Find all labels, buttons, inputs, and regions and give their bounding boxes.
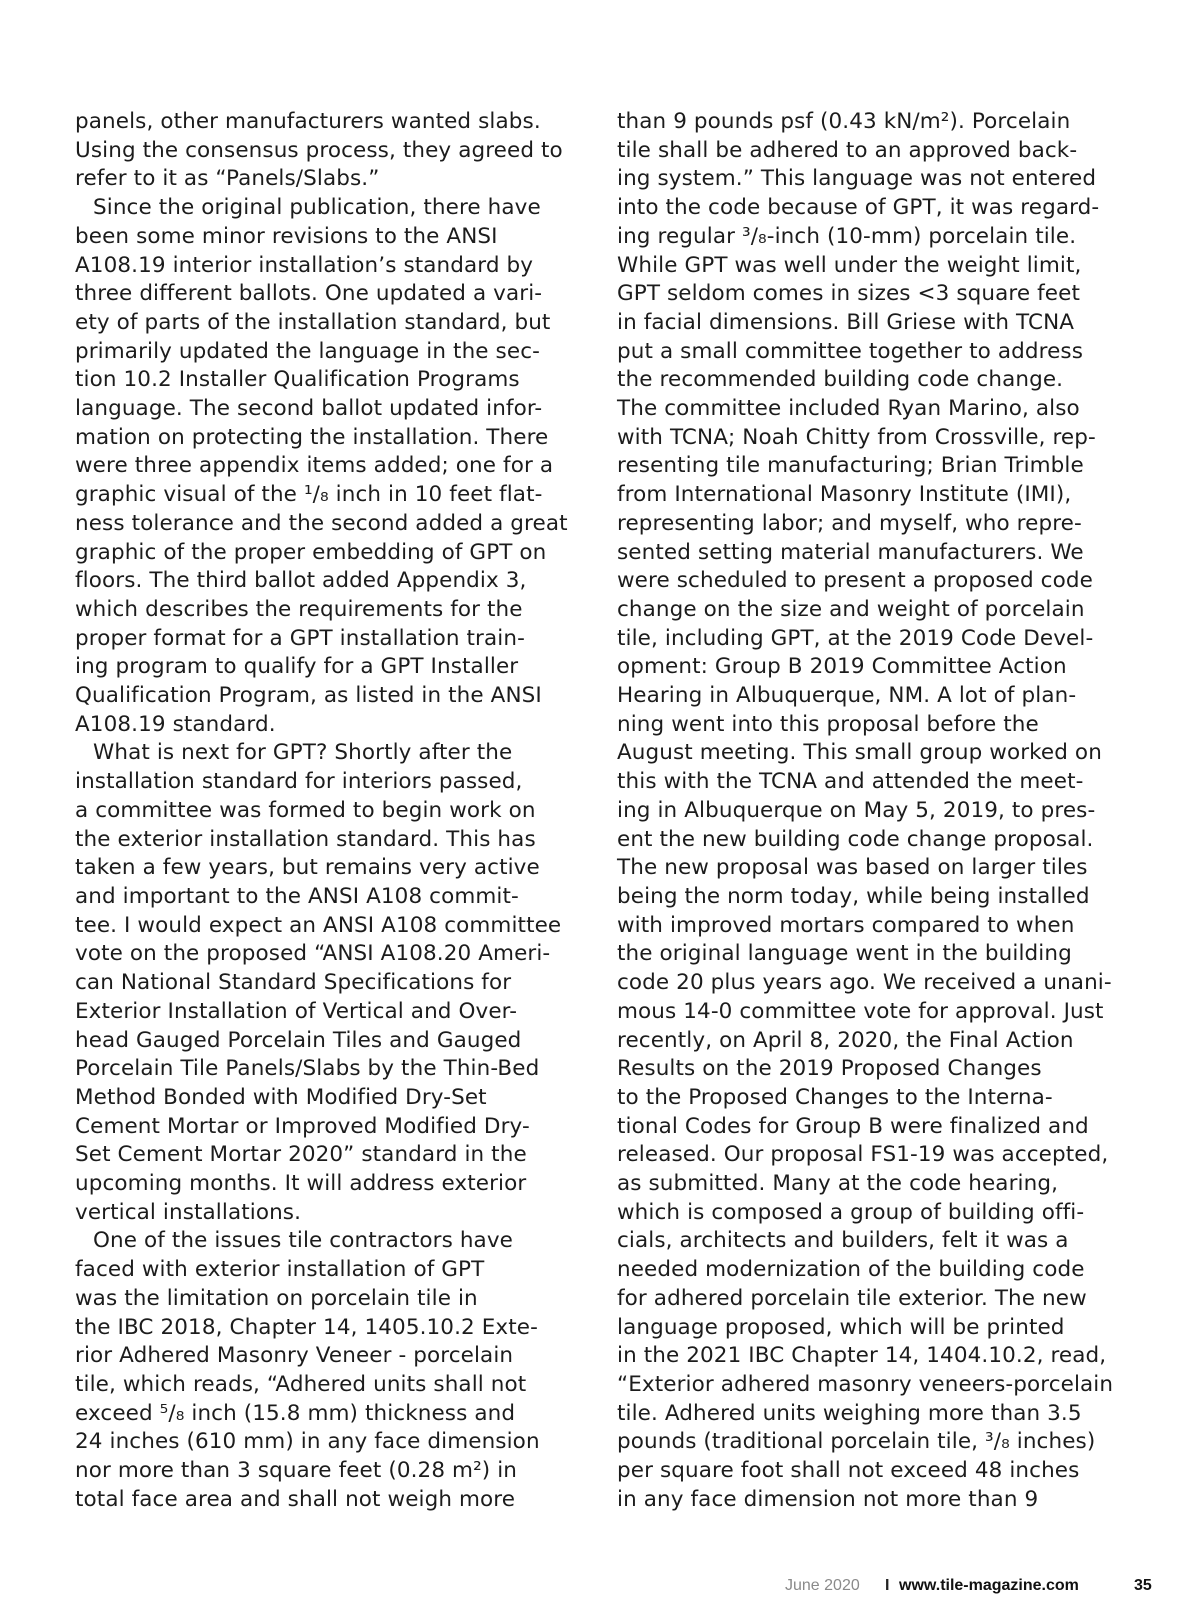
text-line: pounds (traditional porcelain tile, ³/₈ inches)	[617, 1429, 1096, 1455]
text-line: the recommended building code change.	[617, 367, 1064, 393]
text-line: language. The second ballot updated infor-	[75, 396, 543, 422]
text-line: being the norm today, while being installed	[617, 883, 1090, 909]
text-line: ing program to qualify for a GPT Installer	[75, 654, 519, 680]
text-line: were three appendix items added; one for a	[75, 453, 554, 479]
text-line: One of the issues tile contractors have	[93, 1228, 513, 1254]
text-line: tile, which reads, “Adhered units shall not	[75, 1371, 527, 1397]
text-line: Porcelain Tile Panels/Slabs by the Thin-Bed	[75, 1056, 540, 1082]
text-line: three different ballots. One updated a vari-	[75, 281, 543, 307]
text-line: Exterior Installation of Vertical and Over-	[75, 998, 518, 1024]
text-line: tile shall be adhered to an approved back-	[617, 137, 1078, 163]
text-line: GPT seldom comes in sizes <3 square feet	[617, 281, 1080, 307]
text-line: Cement Mortar or Improved Modified Dry-	[75, 1113, 530, 1139]
text-line: mous 14-0 committee vote for approval. Just	[617, 998, 1104, 1024]
text-line: into the code because of GPT, it was regard-	[617, 195, 1100, 221]
text-line: were scheduled to present a proposed code	[617, 568, 1093, 594]
text-line: language proposed, which will be printed	[617, 1314, 1065, 1340]
text-line: primarily updated the language in the sec-	[75, 338, 540, 364]
text-line: vote on the proposed “ANSI A108.20 Ameri-	[75, 941, 551, 967]
text-line: and important to the ANSI A108 commit-	[75, 883, 519, 909]
text-line: Since the original publication, there have	[93, 195, 541, 221]
text-line: nor more than 3 square feet (0.28 m²) in	[75, 1458, 518, 1484]
text-line: to the Proposed Changes to the Interna-	[617, 1084, 1053, 1110]
text-line: this with the TCNA and attended the meet-	[617, 769, 1084, 795]
text-line: as submitted. Many at the code hearing,	[617, 1171, 1059, 1197]
text-line: What is next for GPT? Shortly after the	[93, 740, 513, 766]
text-line: code 20 plus years ago. We received a unani-	[617, 970, 1112, 996]
text-line: put a small committee together to address	[617, 338, 1084, 364]
text-line: graphic of the proper embedding of GPT on	[75, 539, 547, 565]
text-line: cials, architects and builders, felt it was a	[617, 1228, 1069, 1254]
text-line: which is composed a group of building offi-	[617, 1199, 1085, 1225]
left-column	[75, 108, 575, 1514]
text-line: Hearing in Albuquerque, NM. A lot of plan-	[617, 683, 1077, 709]
text-line: Using the consensus process, they agreed to	[75, 137, 563, 163]
text-line: the original language went in the building	[617, 941, 1072, 967]
text-line: August meeting. This small group worked on	[617, 740, 1102, 766]
issue-date: June 2020	[785, 1577, 860, 1594]
text-line: panels, other manufacturers wanted slabs.	[75, 109, 541, 134]
text-line: installation standard for interiors passed,	[75, 769, 523, 795]
text-line: ing regular ³/₈-inch (10-mm) porcelain tile.	[617, 223, 1077, 249]
text-line: tional Codes for Group B were finalized and	[617, 1113, 1089, 1139]
text-line: tile, including GPT, at the 2019 Code Devel-	[617, 625, 1094, 651]
text-line: taken a few years, but remains very active	[75, 855, 540, 881]
text-line: ning went into this proposal before the	[617, 711, 1039, 737]
text-line: Set Cement Mortar 2020” standard in the	[75, 1142, 527, 1168]
right-column	[617, 108, 1117, 1514]
text-line: total face area and shall not weigh more	[75, 1486, 516, 1512]
text-line: refer to it as “Panels/Slabs.”	[75, 166, 380, 192]
text-line: head Gauged Porcelain Tiles and Gauged	[75, 1027, 522, 1053]
text-line: ent the new building code change proposal.	[617, 826, 1094, 852]
text-line: with TCNA; Noah Chitty from Crossville, rep-	[617, 424, 1096, 450]
text-line: tee. I would expect an ANSI A108 committee	[75, 912, 562, 938]
text-line: faced with exterior installation of GPT	[75, 1257, 485, 1283]
text-line: While GPT was well under the weight limit,	[617, 252, 1082, 278]
text-line: vertical installations.	[75, 1199, 302, 1225]
text-line: representing labor; and myself, who repre-	[617, 510, 1082, 536]
text-line: A108.19 standard.	[75, 711, 276, 737]
magazine-website: www.tile-magazine.com	[899, 1577, 1079, 1594]
text-line: upcoming months. It will address exterior	[75, 1171, 527, 1197]
text-line: The committee included Ryan Marino, also	[617, 396, 1080, 422]
text-line: “Exterior adhered masonry veneers-porcelain	[617, 1371, 1114, 1397]
text-line: with improved mortars compared to when	[617, 912, 1075, 938]
text-line: 24 inches (610 mm) in any face dimension	[75, 1429, 540, 1455]
text-line: graphic visual of the ¹/₈ inch in 10 feet flat-	[75, 482, 543, 508]
text-line: the IBC 2018, Chapter 14, 1405.10.2 Exte-	[75, 1314, 538, 1340]
text-line: ety of parts of the installation standard, but	[75, 309, 551, 335]
text-line: been some minor revisions to the ANSI	[75, 223, 498, 249]
text-line: needed modernization of the building code	[617, 1257, 1085, 1283]
text-line: was the limitation on porcelain tile in	[75, 1285, 478, 1311]
text-line: rior Adhered Masonry Veneer - porcelain	[75, 1343, 514, 1369]
text-line: mation on protecting the installation. There	[75, 424, 549, 450]
text-line: floors. The third ballot added Appendix 3,	[75, 568, 527, 594]
text-line: proper format for a GPT installation train-	[75, 625, 525, 651]
text-line: a committee was formed to begin work on	[75, 797, 536, 823]
text-line: per square foot shall not exceed 48 inches	[617, 1458, 1080, 1484]
text-line: can National Standard Specifications for	[75, 970, 512, 996]
text-line: The new proposal was based on larger tiles	[617, 855, 1088, 881]
text-line: for adhered porcelain tile exterior. The new	[617, 1285, 1087, 1311]
text-line: ing system.” This language was not entered	[617, 166, 1097, 192]
text-line: ing in Albuquerque on May 5, 2019, to pres-	[617, 797, 1096, 823]
text-line: than 9 pounds psf (0.43 kN/m²). Porcelain	[617, 109, 1071, 134]
text-line: change on the size and weight of porcelain	[617, 596, 1085, 622]
text-line: in the 2021 IBC Chapter 14, 1404.10.2, read,	[617, 1343, 1107, 1369]
text-line: Qualification Program, as listed in the ANSI	[75, 683, 542, 709]
text-line: tile. Adhered units weighing more than 3.5	[617, 1400, 1082, 1426]
text-line: Method Bonded with Modified Dry-Set	[75, 1084, 487, 1110]
text-line: which describes the requirements for the	[75, 596, 523, 622]
text-line: in facial dimensions. Bill Griese with TCNA	[617, 309, 1075, 335]
text-line: from International Masonry Institute (IMI),	[617, 482, 1072, 508]
text-line: Results on the 2019 Proposed Changes	[617, 1056, 1042, 1082]
page-number: 35	[1134, 1577, 1152, 1594]
text-line: opment: Group B 2019 Committee Action	[617, 654, 1067, 680]
text-line: resenting tile manufacturing; Brian Trimble	[617, 453, 1084, 479]
text-line: recently, on April 8, 2020, the Final Action	[617, 1027, 1074, 1053]
text-line: the exterior installation standard. This has	[75, 826, 536, 852]
text-line: in any face dimension not more than 9	[617, 1486, 1039, 1512]
text-line: exceed ⁵/₈ inch (15.8 mm) thickness and	[75, 1400, 516, 1426]
footer-separator: I	[885, 1577, 890, 1594]
text-line: sented setting material manufacturers. We	[617, 539, 1084, 565]
text-line: A108.19 interior installation’s standard by	[75, 252, 534, 278]
text-line: ness tolerance and the second added a great	[75, 510, 568, 536]
text-line: released. Our proposal FS1-19 was accepted,	[617, 1142, 1109, 1168]
text-line: tion 10.2 Installer Qualification Programs	[75, 367, 520, 393]
